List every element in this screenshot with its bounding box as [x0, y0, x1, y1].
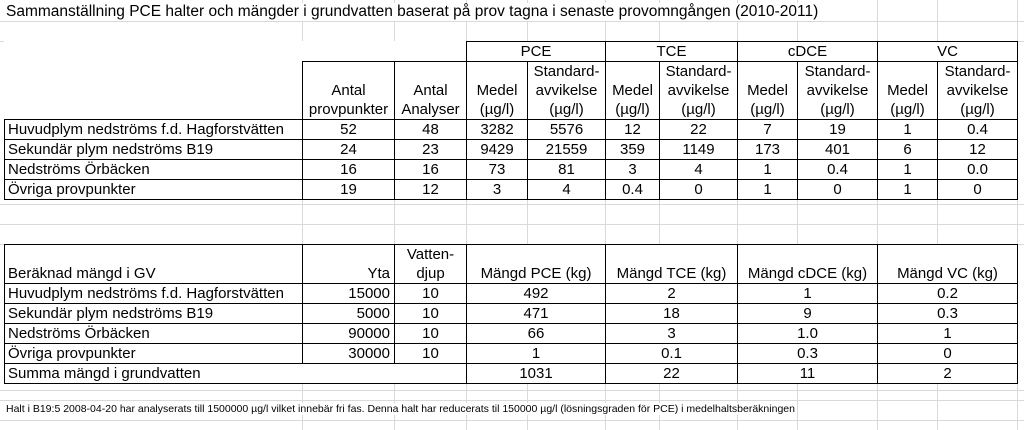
table-cell[interactable]: 23 — [395, 140, 467, 160]
row-label[interactable]: Nedströms Örbäcken — [5, 324, 303, 344]
table-cell[interactable]: 0 — [660, 180, 738, 200]
header-line: Standard- — [665, 63, 732, 80]
table-cell[interactable]: 81 — [528, 160, 606, 180]
table-cell[interactable]: 12 — [938, 140, 1018, 160]
header-line: Standard- — [804, 63, 871, 80]
table-cell[interactable]: 7 — [738, 120, 798, 140]
table-cell[interactable]: 10 — [395, 324, 467, 344]
header-std-pce[interactable] — [528, 62, 606, 120]
table-row — [5, 284, 1018, 304]
table-cell[interactable]: 1 — [878, 180, 938, 200]
table-cell[interactable]: 1 — [738, 284, 878, 304]
header-beraknad-mangd[interactable]: Beräknad mängd i GV — [5, 245, 303, 284]
table-cell[interactable]: 1149 — [660, 140, 738, 160]
header-line: (µg/l) — [615, 101, 650, 118]
row-label[interactable]: Övriga provpunkter — [5, 180, 303, 200]
table-cell[interactable]: 10 — [395, 284, 467, 304]
table-header-row — [5, 245, 1018, 284]
amount-table-body — [5, 284, 1018, 364]
row-label[interactable]: Nedströms Örbäcken — [5, 160, 303, 180]
table-cell[interactable]: 30000 — [303, 344, 395, 364]
header-line: avvikelse — [535, 82, 598, 99]
table-cell[interactable]: 10 — [395, 344, 467, 364]
header-antal-provpunkter[interactable] — [303, 62, 395, 120]
table-cell[interactable]: 16 — [303, 160, 395, 180]
row-label[interactable]: Sekundär plym nedströms B19 — [5, 304, 303, 324]
header-line: (µg/l) — [479, 101, 515, 118]
header-line: avvikelse — [806, 82, 869, 99]
summary-vc[interactable]: 2 — [878, 364, 1018, 384]
header-line: Antal — [331, 82, 366, 99]
table-cell[interactable]: 4 — [660, 160, 738, 180]
table-cell[interactable]: 2 — [606, 284, 738, 304]
group-header-cdce[interactable]: cDCE — [738, 42, 878, 62]
header-mangd-pce[interactable]: Mängd PCE (kg) — [467, 245, 606, 284]
table-cell[interactable]: 12 — [395, 180, 467, 200]
table-cell[interactable]: 0.4 — [938, 120, 1018, 140]
table-cell[interactable]: 15000 — [303, 284, 395, 304]
table-cell[interactable]: 3 — [606, 324, 738, 344]
header-line: (µg/l) — [549, 101, 584, 118]
table-cell[interactable]: 0 — [798, 180, 878, 200]
header-std-vc[interactable] — [938, 62, 1018, 120]
header-medel-cdce[interactable] — [738, 62, 798, 120]
table-cell[interactable]: 0.4 — [606, 180, 660, 200]
table-cell[interactable]: 18 — [606, 304, 738, 324]
grid-line — [0, 204, 1024, 205]
table-row — [5, 160, 1018, 180]
table-cell[interactable]: 52 — [303, 120, 395, 140]
grid-line — [0, 224, 1024, 225]
table-cell[interactable]: 1 — [467, 344, 606, 364]
table-cell[interactable]: 3 — [467, 180, 528, 200]
table-row — [5, 344, 1018, 364]
concentration-table — [4, 41, 1018, 200]
table-cell[interactable]: 0.1 — [606, 344, 738, 364]
header-medel-vc[interactable] — [878, 62, 938, 120]
header-vattendjup[interactable] — [395, 245, 467, 284]
table-row — [5, 140, 1018, 160]
header-line: djup — [416, 265, 445, 282]
header-line: (µg/l) — [960, 101, 995, 118]
header-line: Medel — [887, 82, 928, 99]
header-line: avvikelse — [667, 82, 730, 99]
group-header-vc[interactable]: VC — [878, 42, 1018, 62]
table-cell[interactable]: 0.3 — [878, 304, 1018, 324]
header-mangd-tce[interactable]: Mängd TCE (kg) — [606, 245, 738, 284]
table-cell[interactable]: 0 — [878, 344, 1018, 364]
row-label[interactable]: Övriga provpunkter — [5, 344, 303, 364]
table-header-row — [5, 42, 1018, 62]
table-row — [5, 120, 1018, 140]
table-row — [5, 304, 1018, 324]
table-cell[interactable]: 1 — [878, 120, 938, 140]
summary-label[interactable]: Summa mängd i grundvatten — [5, 364, 467, 384]
table-cell[interactable]: 1 — [738, 160, 798, 180]
header-mangd-vc[interactable]: Mängd VC (kg) — [878, 245, 1018, 284]
header-antal-analyser[interactable] — [395, 62, 467, 120]
summary-pce[interactable]: 1031 — [467, 364, 606, 384]
header-line: provpunkter — [308, 101, 389, 118]
table-cell[interactable]: 0.2 — [878, 284, 1018, 304]
sheet-title: Sammanställning PCE halter och mängder i grundvatten baserat på prov tagna i senaste provomngången (2010-2011) — [6, 3, 822, 21]
table-cell[interactable]: 0 — [938, 180, 1018, 200]
header-line: (µg/l) — [750, 101, 785, 118]
table-row — [5, 324, 1018, 344]
table-cell[interactable]: 1 — [878, 160, 938, 180]
blank-cell — [5, 42, 467, 62]
header-line: Standard- — [944, 63, 1011, 80]
table-cell[interactable]: 471 — [467, 304, 606, 324]
table-cell[interactable]: 9429 — [467, 140, 528, 160]
table-cell[interactable]: 19 — [303, 180, 395, 200]
header-line: Standard- — [533, 63, 600, 80]
table-header-row — [5, 62, 1018, 120]
table-cell[interactable]: 19 — [798, 120, 878, 140]
grid-line — [0, 390, 1024, 391]
table-cell[interactable]: 5576 — [528, 120, 606, 140]
table-cell[interactable]: 12 — [606, 120, 660, 140]
header-line: Antal — [413, 82, 448, 99]
header-line: (µg/l) — [890, 101, 925, 118]
amount-table — [4, 244, 1018, 384]
table-cell[interactable]: 10 — [395, 304, 467, 324]
table-cell[interactable]: 1 — [878, 324, 1018, 344]
row-label[interactable]: Huvudplym nedströms f.d. Hagforstvätten — [5, 120, 303, 140]
table-cell[interactable]: 3 — [606, 160, 660, 180]
table-cell[interactable]: 24 — [303, 140, 395, 160]
header-line: (µg/l) — [681, 101, 716, 118]
table-cell[interactable]: 5000 — [303, 304, 395, 324]
group-header-pce[interactable]: PCE — [467, 42, 606, 62]
header-line: Vatten- — [406, 246, 455, 263]
row-label[interactable]: Sekundär plym nedströms B19 — [5, 140, 303, 160]
summary-row — [5, 364, 1018, 384]
header-line: Medel — [612, 82, 653, 99]
summary-cdce[interactable]: 11 — [738, 364, 878, 384]
footnote: Halt i B19:5 2008-04-20 har analyserats till 1500000 µg/l vilket innebär fri fas. Denna halt har reducerats til 150000 µg/l (lösningsgraden för PCE) i medelhaltsberäkningen — [6, 403, 795, 415]
table-cell[interactable]: 492 — [467, 284, 606, 304]
header-std-tce[interactable] — [660, 62, 738, 120]
group-header-tce[interactable]: TCE — [606, 42, 738, 62]
table-cell[interactable]: 21559 — [528, 140, 606, 160]
header-line: Medel — [747, 82, 788, 99]
header-line: (µg/l) — [820, 101, 855, 118]
table-cell[interactable]: 401 — [798, 140, 878, 160]
table-cell[interactable]: 48 — [395, 120, 467, 140]
summary-tce[interactable]: 22 — [606, 364, 738, 384]
table-cell[interactable]: 16 — [395, 160, 467, 180]
table-cell[interactable]: 9 — [738, 304, 878, 324]
grid-line — [0, 400, 1024, 401]
table-cell[interactable]: 3282 — [467, 120, 528, 140]
table-cell[interactable]: 1 — [738, 180, 798, 200]
table-cell[interactable]: 66 — [467, 324, 606, 344]
table-cell[interactable]: 90000 — [303, 324, 395, 344]
table-cell[interactable]: 1.0 — [738, 324, 878, 344]
blank-cell — [5, 62, 303, 120]
table-cell[interactable]: 4 — [528, 180, 606, 200]
table-cell[interactable]: 0.3 — [738, 344, 878, 364]
table-cell[interactable]: 6 — [878, 140, 938, 160]
header-medel-tce[interactable] — [606, 62, 660, 120]
header-line: Analyser — [401, 101, 460, 118]
header-std-cdce[interactable] — [798, 62, 878, 120]
table-cell[interactable]: 73 — [467, 160, 528, 180]
header-line: avvikelse — [946, 82, 1009, 99]
table-cell[interactable]: 22 — [660, 120, 738, 140]
grid-line — [0, 21, 1024, 22]
table-cell[interactable]: 0.0 — [938, 160, 1018, 180]
table-row — [5, 180, 1018, 200]
header-mangd-cdce[interactable]: Mängd cDCE (kg) — [738, 245, 878, 284]
header-medel-pce[interactable] — [467, 62, 528, 120]
grid-line — [0, 420, 1024, 421]
table-cell[interactable]: 0.4 — [798, 160, 878, 180]
row-label[interactable]: Huvudplym nedströms f.d. Hagforstvätten — [5, 284, 303, 304]
concentration-table-body — [5, 120, 1018, 200]
header-line: Medel — [476, 82, 518, 99]
table-cell[interactable]: 173 — [738, 140, 798, 160]
table-cell[interactable]: 359 — [606, 140, 660, 160]
header-yta[interactable]: Yta — [303, 245, 395, 284]
